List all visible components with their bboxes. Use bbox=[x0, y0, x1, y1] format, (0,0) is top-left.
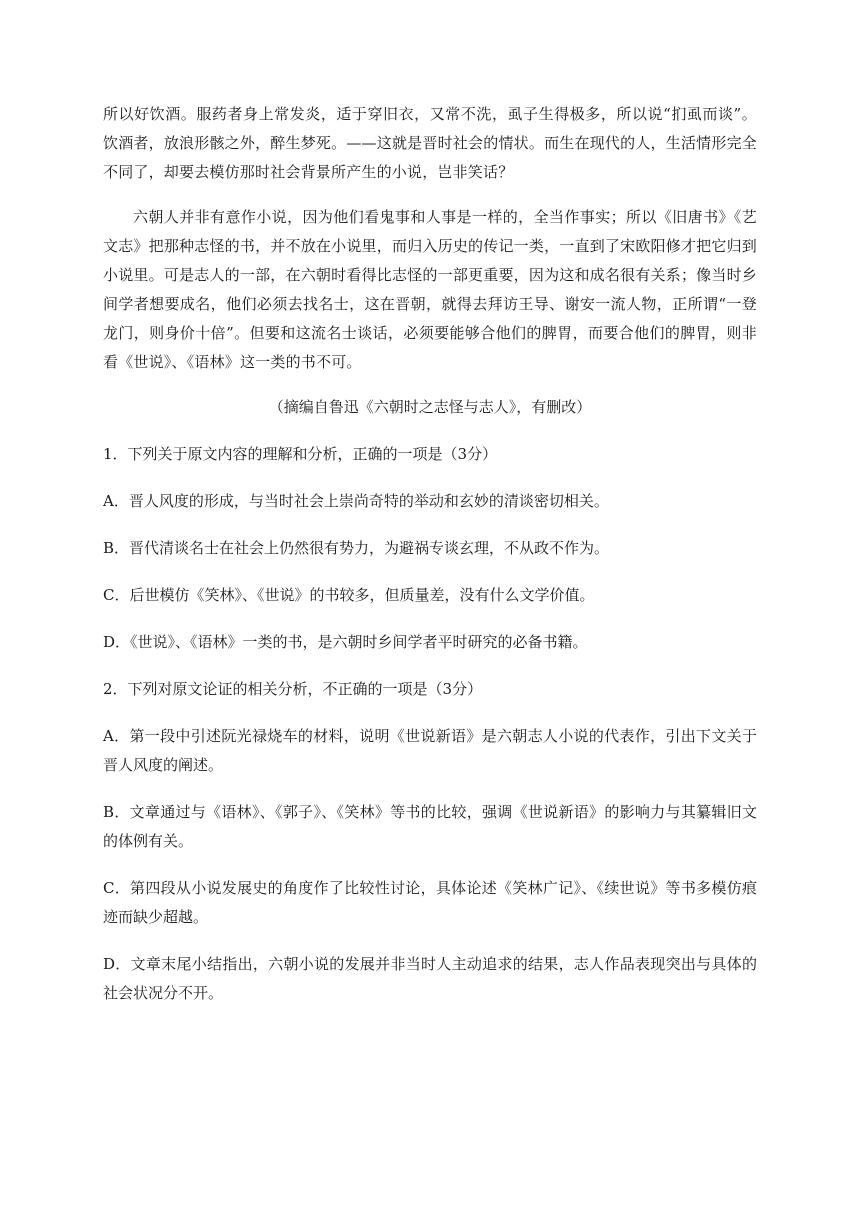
question-1-option-c: C．后世模仿《笑林》、《世说》的书较多，但质量差，没有什么文学价值。 bbox=[103, 586, 595, 604]
question-1-option-a: A．晋人风度的形成，与当时社会上崇尚奇特的举动和玄妙的清谈密切相关。 bbox=[103, 492, 609, 510]
question-1-option-b: B．晋代清谈名士在社会上仍然很有势力，为避祸专谈玄理，不从政不作为。 bbox=[103, 539, 610, 557]
passage-source: （摘编自鲁迅《六朝时之志怪与志人》，有删改） bbox=[268, 398, 592, 416]
question-1-stem: 1．下列关于原文内容的理解和分析，正确的一项是（3分） bbox=[103, 445, 498, 463]
passage-paragraph-2: 六朝人并非有意作小说，因为他们看鬼事和人事是一样的，全当作事实；所以《旧唐书》《艺文志》把那种志怪的书，并不放在小说里，而归入历史的传记一类，一直到了宋欧阳修才把它归到小说里。可是志人的一部，在六朝时看得比志怪的一部更重要，因为这和成名很有关系；像当时乡间学者想要成名，他们必须去找名士，这在晋朝，就得去拜访王导、谢安一流人物，正所谓“一登龙门，则身价十倍”。但要和这流名士谈话，必须要能够合他们的脾胃，而要合他们的脾胃，则非看《世说》、《语林》这一类的书不可。 bbox=[103, 208, 757, 371]
question-2-option-d: D．文章末尾小结指出，六朝小说的发展并非当时人主动追求的结果，志人作品表现突出与具体的社会状况分不开。 bbox=[103, 955, 757, 1002]
passage-paragraph-1: 所以好饮酒。服药者身上常发炎，适于穿旧衣，又常不洗，虱子生得极多，所以说“扪虱而谈”。饮酒者，放浪形骸之外，醉生梦死。——这就是晋时社会的情状。而生在现代的人，生活情形完全不同了，却要去模仿那时社会背景所产生的小说，岂非笑话？ bbox=[103, 105, 757, 181]
question-1 bbox=[103, 440, 757, 657]
question-2 bbox=[103, 675, 757, 1008]
question-1-option-d: D．《世说》、《语林》一类的书，是六朝时乡间学者平时研究的必备书籍。 bbox=[103, 633, 588, 651]
question-2-option-c: C．第四段从小说发展史的角度作了比较性讨论，具体论述《笑林广记》、《续世说》等书多模仿痕迹而缺少超越。 bbox=[103, 879, 757, 926]
question-2-option-b: B．文章通过与《语林》、《郭子》、《笑林》等书的比较，强调《世说新语》的影响力与其纂辑旧文的体例有关。 bbox=[103, 803, 757, 850]
question-2-option-a: A．第一段中引述阮光禄烧车的材料，说明《世说新语》是六朝志人小说的代表作，引出下文关于晋人风度的阐述。 bbox=[103, 727, 757, 774]
question-2-stem: 2．下列对原文论证的相关分析，不正确的一项是（3分） bbox=[103, 680, 483, 698]
document-page bbox=[103, 100, 757, 1026]
